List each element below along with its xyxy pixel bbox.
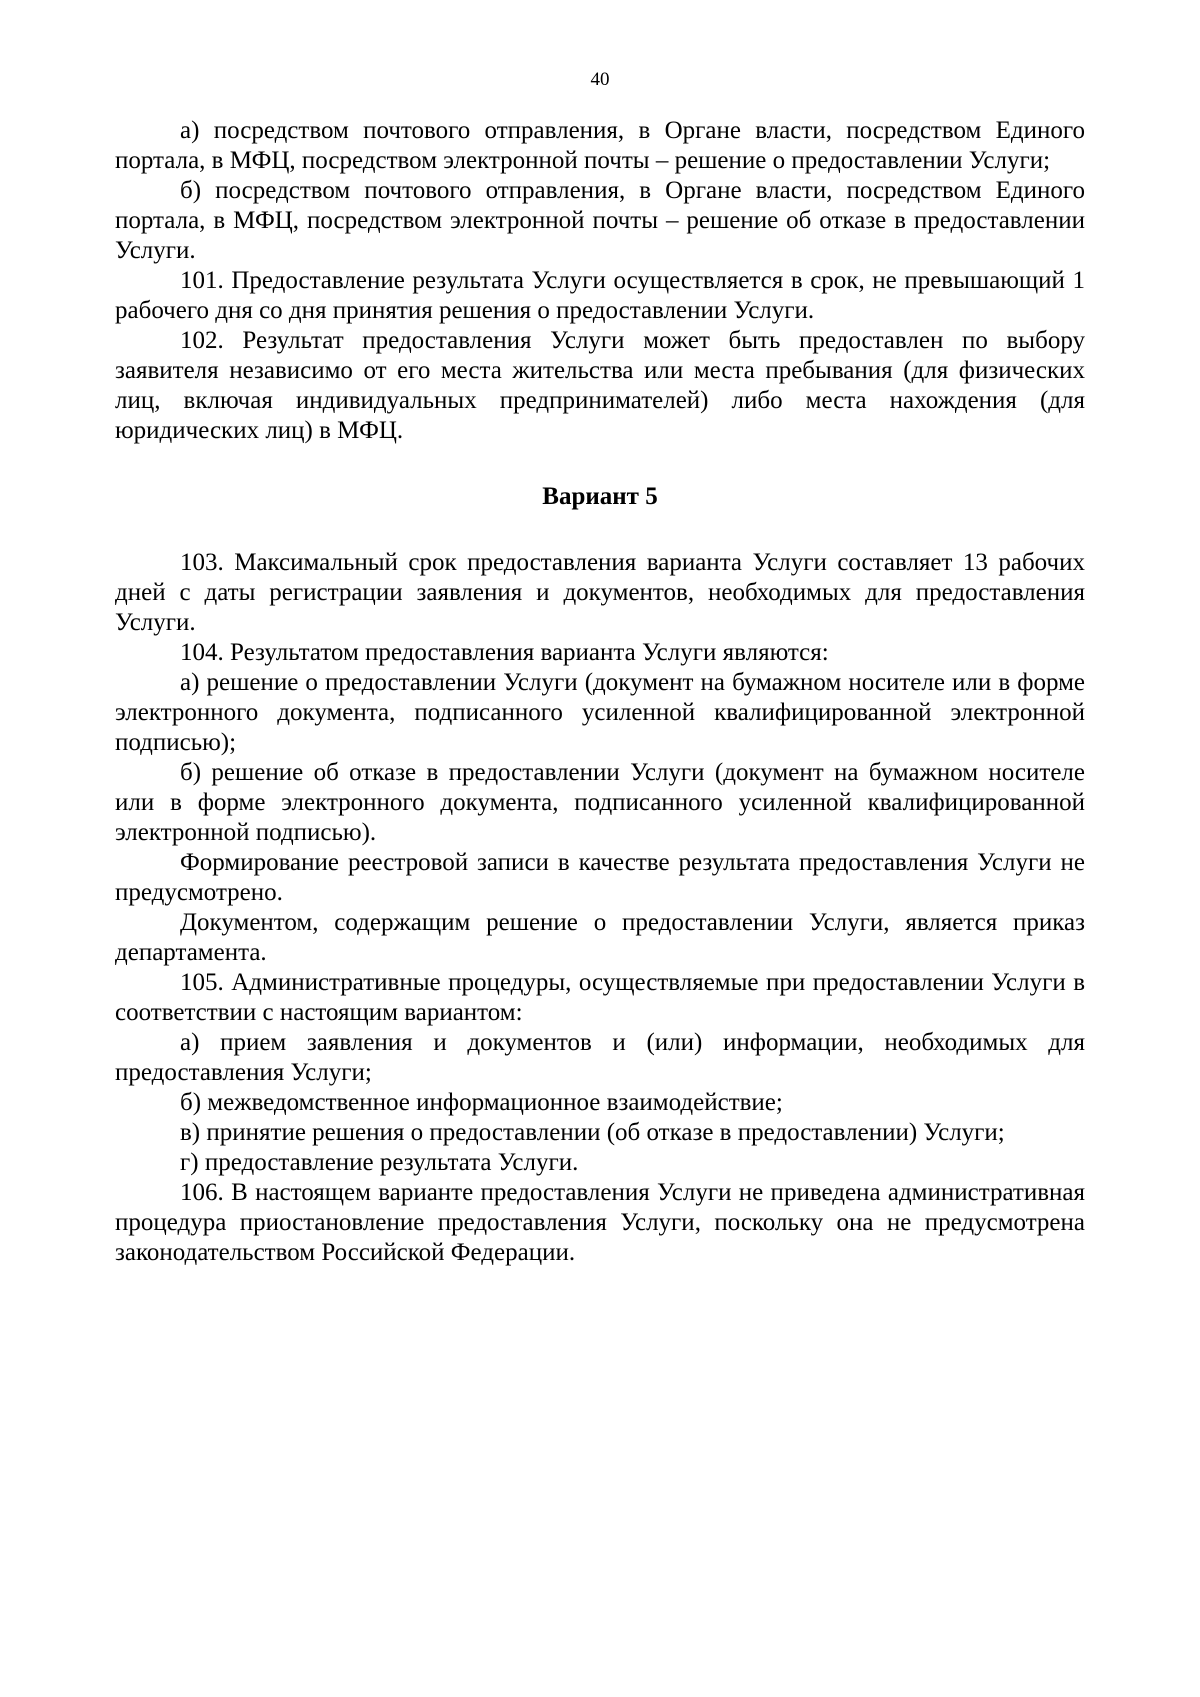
paragraph: б) межведомственное информационное взаимодействие; — [180, 1089, 783, 1116]
paragraph: 103. Максимальный срок предоставления варианта Услуги составляет 13 рабочих дней с даты регистрации заявления и документов, необходимых для предоставления Услуги. — [115, 549, 1085, 636]
paragraph: 101. Предоставление результата Услуги осуществляется в срок, не превышающий 1 рабочего дня со дня принятия решения о предоставлении Услуги. — [115, 267, 1085, 324]
paragraph: г) предоставление результата Услуги. — [180, 1149, 579, 1176]
paragraph: б) решение об отказе в предоставлении Услуги (документ на бумажном носителе или в форме электронного документа, подписанного усиленной квалифицированной электронной подписью). — [115, 759, 1085, 846]
paragraph: 105. Административные процедуры, осуществляемые при предоставлении Услуги в соответствии с настоящим вариантом: — [115, 969, 1085, 1026]
paragraph: а) решение о предоставлении Услуги (документ на бумажном носителе или в форме электронного документа, подписанного усиленной квалифицированной электронной подписью); — [115, 669, 1085, 756]
paragraph: а) посредством почтового отправления, в Органе власти, посредством Единого портала, в МФЦ, посредством электронной почты – решение о предоставлении Услуги; — [115, 117, 1085, 174]
paragraph: Документом, содержащим решение о предоставлении Услуги, является приказ департамента. — [115, 909, 1085, 966]
section-heading: Вариант 5 — [542, 483, 658, 510]
paragraph: а) прием заявления и документов и (или) информации, необходимых для предоставления Услуги; — [115, 1029, 1085, 1086]
paragraph: Формирование реестровой записи в качестве результата предоставления Услуги не предусмотрено. — [115, 849, 1085, 906]
paragraph: в) принятие решения о предоставлении (об отказе в предоставлении) Услуги; — [180, 1119, 1005, 1146]
paragraph: 102. Результат предоставления Услуги может быть предоставлен по выбору заявителя независимо от его места жительства или места пребывания (для физических лиц, включая индивидуальных предпринимателей) либо места нахождения (для юридических лиц) в МФЦ. — [115, 327, 1085, 444]
paragraph: б) посредством почтового отправления, в Органе власти, посредством Единого портала, в МФЦ, посредством электронной почты – решение об отказе в предоставлении Услуги. — [115, 177, 1085, 264]
document-body — [115, 116, 1085, 1268]
paragraph: 106. В настоящем варианте предоставления Услуги не приведена административная процедура приостановление предоставления Услуги, поскольку она не предусмотрена законодательством Российской Федерации. — [115, 1179, 1085, 1266]
page-number: 40 — [590, 69, 610, 90]
paragraph: 104. Результатом предоставления варианта Услуги являются: — [180, 639, 829, 666]
